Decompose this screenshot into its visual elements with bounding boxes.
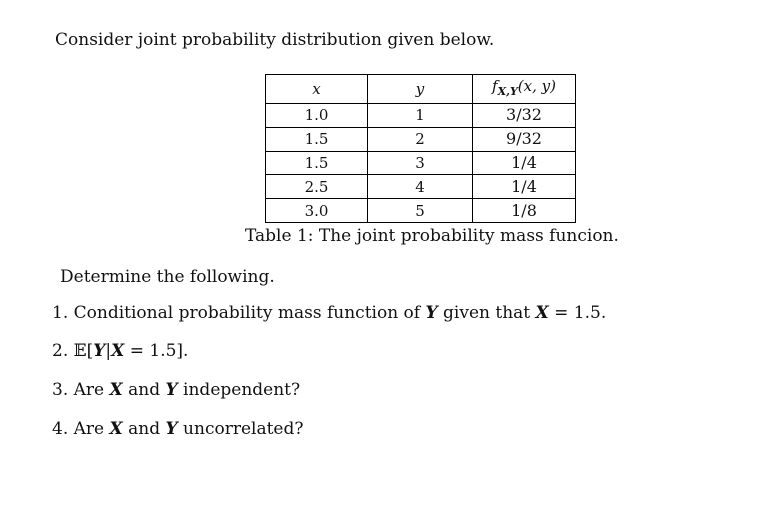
question-1-var-x: X [535,303,549,323]
question-1 [52,303,606,323]
header-y: y [368,75,473,104]
question-2-open: [ [86,341,94,361]
table-header-row [266,75,576,104]
header-pmf-sub: X,Y [497,85,518,98]
question-3-mid: and [128,380,161,400]
cell-x: 3.0 [266,199,368,223]
question-2-eq: = 1.5 [129,341,177,361]
question-4-mid: and [128,419,161,439]
question-2-var-y: Y [93,341,106,361]
question-3-number: 3. [52,380,69,400]
cell-pmf: 1/8 [473,199,576,223]
cell-x: 1.5 [266,127,368,151]
cell-x: 2.5 [266,175,368,199]
cell-y: 1 [368,104,473,128]
question-4-var-y: Y [165,419,178,439]
question-3-var-y: Y [165,380,178,400]
header-pmf [473,75,576,104]
table-row [266,199,576,223]
question-2-var-x: X [111,341,125,361]
header-x: x [266,75,368,104]
table-row [266,127,576,151]
cell-pmf: 1/4 [473,151,576,175]
question-2 [52,341,188,361]
cell-y: 2 [368,127,473,151]
question-4-number: 4. [52,419,69,439]
cell-pmf: 9/32 [473,127,576,151]
question-3-post: independent? [183,380,301,400]
question-2-expectation-symbol: 𝔼 [73,341,87,361]
question-4-var-x: X [109,419,123,439]
question-2-close: ]. [176,341,189,361]
table-caption: Table 1: The joint probability mass funcion. [245,226,619,246]
question-1-var-y: Y [425,303,438,323]
determine-text: Determine the following. [60,267,275,287]
cell-x: 1.5 [266,151,368,175]
question-1-eq: = 1.5. [554,303,607,323]
question-4-pre: Are [73,419,105,439]
question-1-mid: given that [443,303,531,323]
cell-y: 3 [368,151,473,175]
cell-y: 4 [368,175,473,199]
table-row [266,151,576,175]
question-2-bar: | [105,341,112,361]
question-3-var-x: X [109,380,123,400]
header-pmf-args: (x, y) [517,77,556,95]
question-1-pre: Conditional probability mass function of [73,303,421,323]
cell-pmf: 1/4 [473,175,576,199]
table-row [266,175,576,199]
question-3-pre: Are [73,380,105,400]
table-row [266,104,576,128]
cell-pmf: 3/32 [473,104,576,128]
header-pmf-f: f [492,77,498,95]
question-4 [52,419,303,439]
question-1-number: 1. [52,303,69,323]
intro-text: Consider joint probability distribution given below. [55,30,495,50]
question-4-post: uncorrelated? [183,419,304,439]
question-2-number: 2. [52,341,69,361]
cell-y: 5 [368,199,473,223]
joint-pmf-table [265,74,576,223]
question-3 [52,380,300,400]
cell-x: 1.0 [266,104,368,128]
